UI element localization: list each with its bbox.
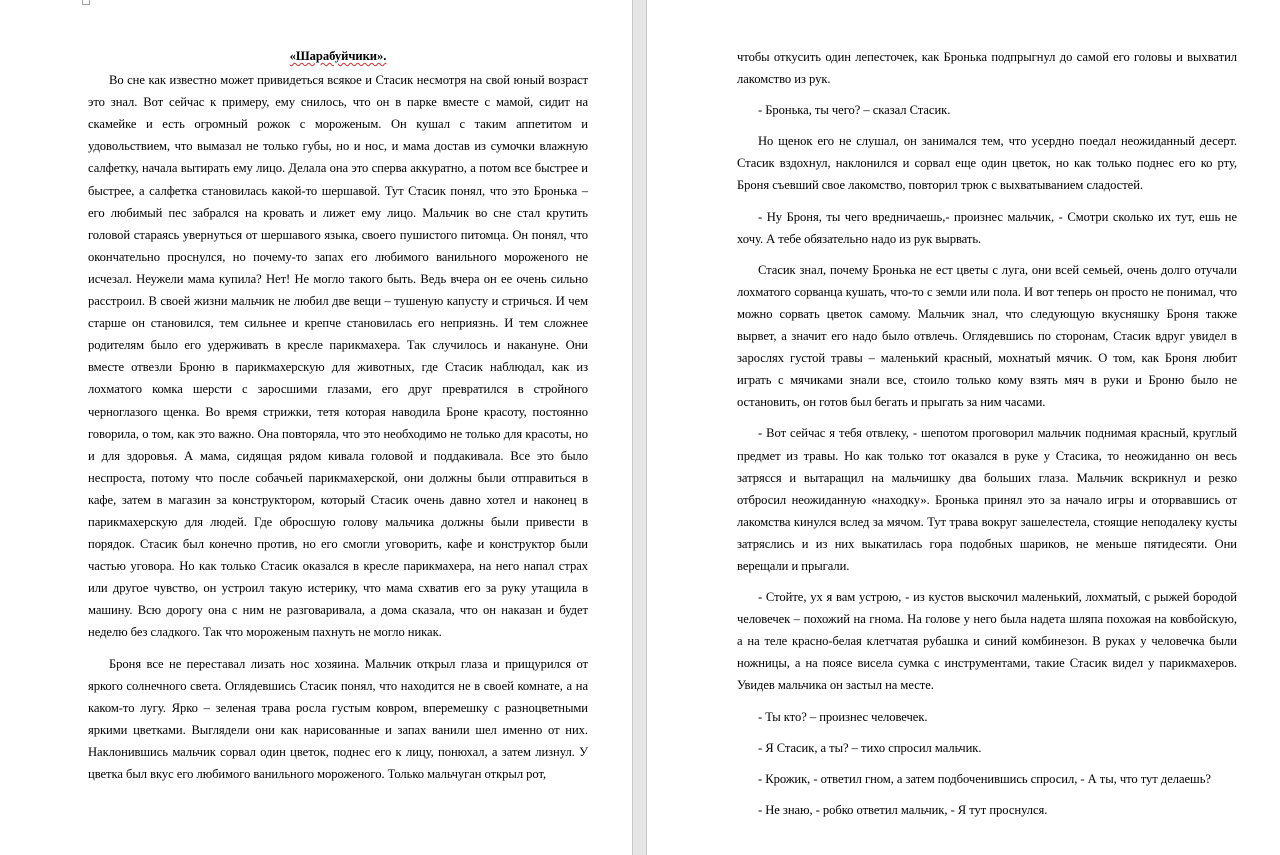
paragraph: - Ну Броня, ты чего вредничаешь,- произнес мальчик, - Смотри сколько их тут, ешь не хочу. А тебе обязательно надо из рук вырвать. xyxy=(737,209,1237,246)
document-page-left[interactable] xyxy=(0,0,632,855)
paragraph: Во сне как известно может привидеться всякое и Стасик несмотря на свой юный возраст это знал. Вот сейчас к примеру, ему снилось, что он в парке вместе с мамой, сидит на скамейке и есть огромный рожок с мороженым. Он кушал с таким аппетитом и удовольствием, что вымазал не только губы, но и нос, и мама достав из сумочки влажную салфетку, начала вытирать ему лицо. Делала она это сперва аккуратно, а потом все быстрее и быстрее, а салфетка становилась какой-то шершавой. Тут Стасик понял, что это Бронька – его любимый пес забрался на кровать и лижет ему лицо. Мальчик во сне стал крутить головой стараясь увернуться от шершавого языка, своего пушистого питомца. Он понял, что окончательно проснулся, но почему-то запах его любимого ванильного мороженого не исчезал. Неужели мама купила? Нет! Не могло такого быть. Ведь вчера он ее очень сильно расстроил. В своей жизни мальчик не любил две вещи – тушеную капусту и стричься. И чем старше он становился, тем сильнее и крепче становилась его неприязнь. И тем сложнее родителям было его удерживать в кресле парикмахера. Так случилось и накануне. Они вместе отвезли Броню в парикмахерскую для животных, где Стасик наблюдал, как из лохматого комка шерсти с заросшими глазами, его друг превратился в стройного черноглазого щенка. Во время стрижки, тетя которая наводила Броне красоту, постоянно говорила, о том, как это важно. Она повторяла, что это необходимо не только для красоты, но и для здоровья. А мама, сидящая рядом кивала головой и поддакивала. Все это было неспроста, потому что после собачьей парикмахерской, они должны были отправиться в кафе, затем в магазин за конструктором, который Стасик очень давно хотел и наконец в парикмахерскую для людей. Где обросшую голову мальчика должны были привести в порядок. Стасик был конечно против, но его смогли уговорить, кафе и конструктор были частью уговора. Но как только Стасик оказался в кресле парикмахера, на него напал страх или другое чувство, он устроил такую истерику, что мама схватив его за руку утащила в машину. Всю дорогу она с ним не разговаривала, а дома сказала, что он наказан и будет неделю без сладкого. Так что мороженым пахнуть не могло никак. xyxy=(88,73,588,640)
page-gap xyxy=(632,0,647,855)
paragraph: Стасик знал, почему Бронька не ест цветы с луга, они всей семьей, очень долго отучали лохматого сорванца кушать, что-то с земли или пола. И вот теперь он просто не понимал, что можно сорвать цветок самому. Мальчик знал, что следующую вкусняшку Броня также вырвет, а значит его надо было отвлечь. Оглядевшись по сторонам, Стасик вдруг увидел в зарослях густой травы – маленький красный, мохнатый мячик. О том, как Броня любит играть с мячиками знали все, стоило только кому взять мяч в руки и Броню было не остановить, он готов был бегать и прыгать за ним часами. xyxy=(737,262,1237,410)
page-corner-mark xyxy=(82,0,90,5)
paragraph: - Стойте, ух я вам устрою, - из кустов выскочил маленький, лохматый, с рыжей бородой человечек – похожий на гнома. На голове у него была надета шляпа похожая на ковбойскую, а на теле красно-белая клетчатая рубашка и синий комбинезон. В руках у человечка были ножницы, а на поясе висела сумка с инструментами, такие Стасик видел у парикмахеров. Увидев мальчика он застыл на месте. xyxy=(737,590,1237,693)
paragraph-continuation: чтобы откусить один лепесточек, как Бронька подпрыгнул до самой его головы и выхватил лакомство из рук. xyxy=(737,50,1237,87)
paragraph: - Не знаю, - робко ответил мальчик, - Я тут проснулся. xyxy=(758,802,1048,817)
title-text: «Шарабуйчики». xyxy=(289,49,387,63)
paragraph: - Вот сейчас я тебя отвлеку, - шепотом проговорил мальчик поднимая красный, круглый предмет из травы. Но как только тот оказался в руке у Стасика, то неожиданно он весь затрясся и вытаращил на мальчишку два больших глаза. Мальчик вскрикнул и резко отбросил неожиданную «находку». Бронька принял это за начало игры и оторвавшись от лакомства кинулся вслед за мячом. Тут трава вокруг зашелестела, стоящие неподалеку кусты затряслись и из них выкатилась гора подобных шариков, не меньше пятидесяти. Они верещали и прыгали. xyxy=(737,426,1237,573)
paragraph: - Крожик, - ответил гном, а затем подбоченившись спросил, - А ты, что тут делаешь? xyxy=(758,771,1211,786)
page-text-left[interactable] xyxy=(88,45,588,794)
story-title xyxy=(88,45,588,67)
paragraph: - Ты кто? – произнес человечек. xyxy=(758,709,928,724)
document-page-right[interactable] xyxy=(647,0,1280,855)
paragraph: - Я Стасик, а ты? – тихо спросил мальчик. xyxy=(758,740,982,755)
paragraph: Броня все не переставал лизать нос хозяина. Мальчик открыл глаза и прищурился от яркого солнечного света. Оглядевшись Стасик понял, что находится не в своей комнате, а на каком-то лугу. Ярко – зеленая трава росла густым ковром, вперемешку с разноцветными яркими цветками. Выглядели они как нарисованные и запах ванили шел именно от них. Наклонившись мальчик сорвал один цветок, поднес его к лицу, понюхал, а затем лизнул. У цветка был вкус его любимого ванильного мороженого. Только мальчуган открыл рот, xyxy=(88,656,588,781)
paragraph: - Бронька, ты чего? – сказал Стасик. xyxy=(758,103,951,118)
paragraph: Но щенок его не слушал, он занимался тем, что усердно поедал неожиданный десерт. Стасик вздохнул, наклонился и сорвал еще один цветок, но как только поднес его ко рту, Броня съевший свое лакомство, повторил трюк с выхватыванием сладостей. xyxy=(737,134,1237,193)
page-text-right[interactable] xyxy=(737,46,1237,830)
